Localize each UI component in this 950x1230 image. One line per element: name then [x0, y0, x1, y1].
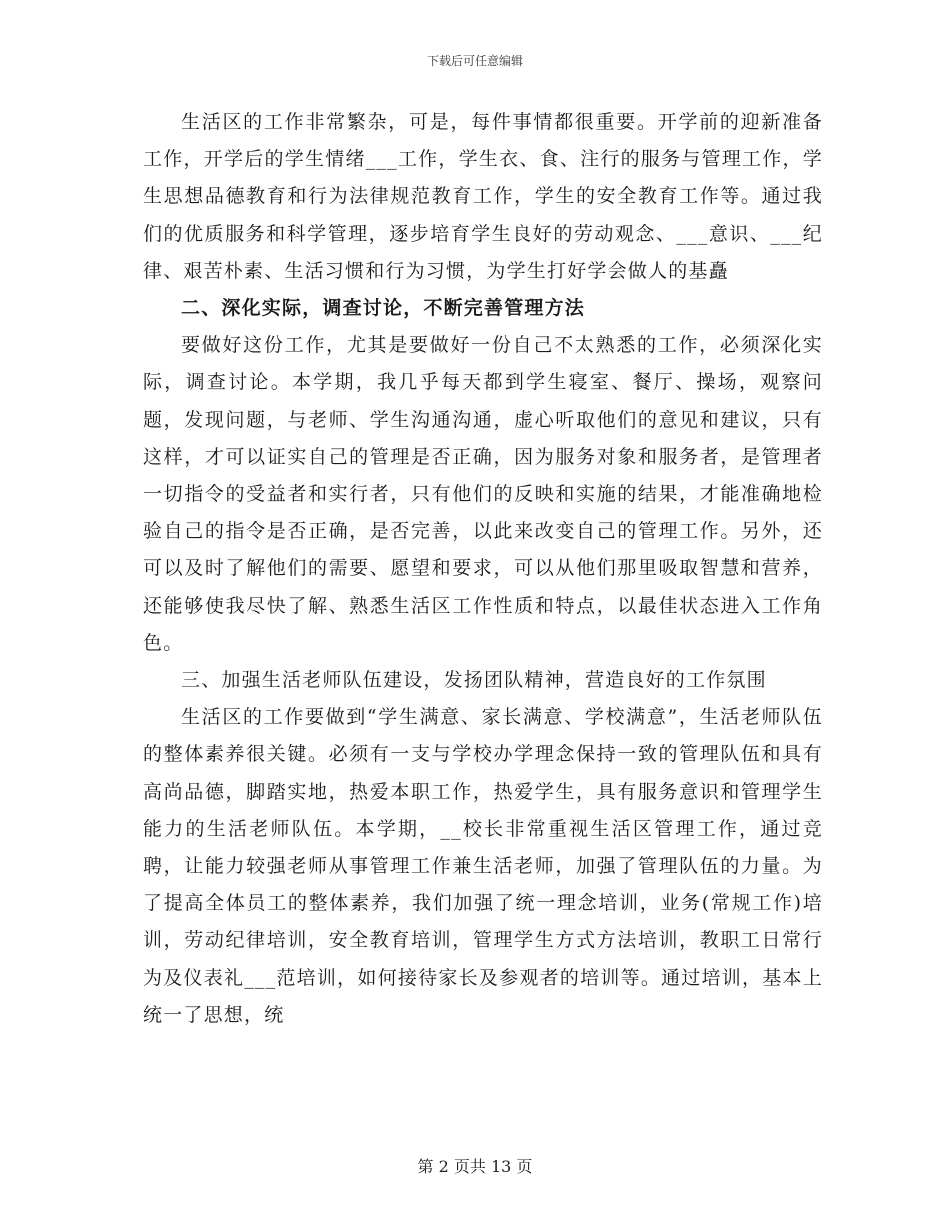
paragraph-team-building: 生活区的工作要做到“学生满意、家长满意、学校满意”，生活老师队伍的整体素养很关键。必须有一支与学校办学理念保持一致的管理队伍和具有高尚品德，脚踏实地，热爱本职工作，热爱学生，具有服务意识和管理学生能力的生活老师队伍。本学期，__校长非常重视生活区管理工作，通过竞聘，让能力较强老师从事管理工作兼生活老师，加强了管理队伍的力量。为了提高全体员工的整体素养，我们加强了统一理念培训，业务(常规工作)培训，劳动纪律培训，安全教育培训，管理学生方式方法培训，教职工日常行为及仪表礼___范培训，如何接待家长及参观者的培训等。通过培训，基本上统一了思想，统: [143, 706, 823, 1026]
document-body: [143, 104, 823, 1034]
section-heading-3: 三、加强生活老师队伍建设，发扬团队精神，营造良好的工作氛围: [181, 669, 767, 692]
paragraph-living-area-work: 生活区的工作非常繁杂，可是，每件事情都很重要。开学前的迎新准备工作，开学后的学生情绪___工作，学生衣、食、注行的服务与管理工作，学生思想品德教育和行为法律规范教育工作，学生的安全教育工作等。通过我们的优质服务和科学管理，逐步培育学生良好的劳动观念、___意识、___纪律、艰苦朴素、生活习惯和行为习惯，为学生打好学会做人的基矗: [143, 111, 823, 282]
section-heading-2: 二、深化实际，调查讨论，不断完善管理方法: [181, 297, 586, 320]
page-header-note: 下载后可任意编辑: [426, 54, 523, 68]
paragraph-investigation: 要做好这份工作，尤其是要做好一份自己不太熟悉的工作，必须深化实际，调查讨论。本学期，我几乎每天都到学生寝室、餐厅、操场，观察问题，发现问题，与老师、学生沟通沟通，虚心听取他们的意见和建议，只有这样，才可以证实自己的管理是否正确，因为服务对象和服务者，是管理者一切指令的受益者和实行者，只有他们的反映和实施的结果，才能准确地检验自己的指令是否正确，是否完善，以此来改变自己的管理工作。另外，还可以及时了解他们的需要、愿望和要求，可以从他们那里吸取智慧和营养，还能够使我尽快了解、熟悉生活区工作性质和特点，以最佳状态进入工作角色。: [143, 334, 823, 654]
page-number: 第 2 页共 13 页: [417, 1157, 533, 1176]
